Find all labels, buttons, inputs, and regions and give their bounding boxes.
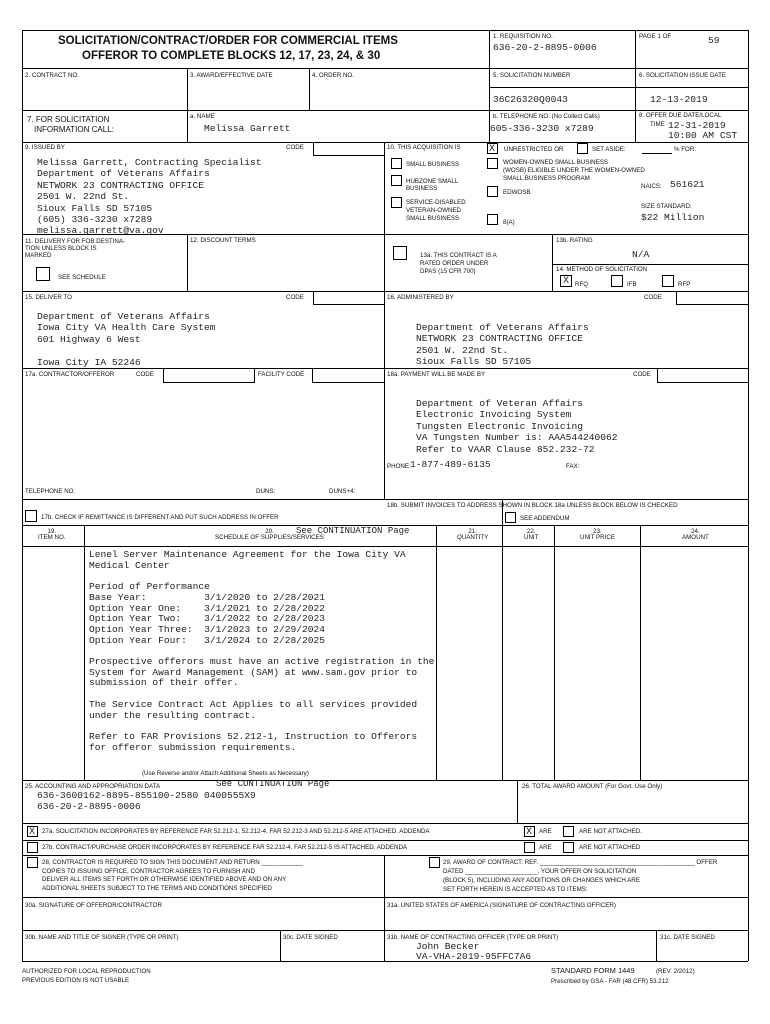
- ifb-label: IFB: [627, 281, 637, 288]
- c27a-check-mark: X: [29, 826, 36, 836]
- accounting-line-1[interactable]: 636-3600162-8895-855100-2580 0400555X9: [37, 790, 256, 801]
- rfq-check-mark: X: [563, 275, 570, 285]
- payment-phone[interactable]: 1-877-489-6135: [410, 459, 491, 470]
- contact-phone[interactable]: 605-336-3230 x7289: [490, 123, 594, 134]
- facility-code-label: FACILITY CODE: [258, 371, 305, 378]
- info-call-label-1: 7. FOR SOLICITATION: [27, 115, 110, 124]
- unrestricted-check-mark: X: [489, 143, 496, 153]
- col-quantity: 21. QUANTITY: [457, 528, 489, 541]
- form-subtitle: OFFEROR TO COMPLETE BLOCKS 12, 17, 23, 24, & 30: [82, 50, 381, 62]
- duns4-label: DUNS+4:: [329, 488, 356, 495]
- reverse-note: (Use Reverse and/or Attach Additional Sheets as Necessary): [142, 770, 309, 777]
- size-standard-label: SIZE STANDARD:: [641, 203, 692, 210]
- contractor-code-box[interactable]: [163, 368, 255, 383]
- deliver-to-address: Department of Veterans Affairs Iowa City VA Health Care System 601 Highway 6 West Iowa City IA 52246: [37, 311, 216, 368]
- duns-label: DUNS:: [256, 488, 276, 495]
- signer-name-label: 30b. NAME AND TITLE OF SIGNER (TYPE OR PRINT): [25, 934, 179, 941]
- officer-id: VA-VHA-2019-95FFC7A6: [416, 951, 532, 962]
- eight-a-checkbox[interactable]: [487, 214, 498, 225]
- col-schedule: 20. SCHEDULE OF SUPPLIES/SERVICES: [215, 528, 324, 541]
- c27a-are-check-mark: X: [526, 826, 533, 836]
- deliver-to-code-box[interactable]: [313, 291, 385, 305]
- form-title: SOLICITATION/CONTRACT/ORDER FOR COMMERCIAL ITEMS: [58, 35, 398, 47]
- page-label: PAGE 1 OF: [639, 33, 672, 40]
- naics-label: NAICS:: [641, 183, 662, 190]
- c29-line-3: (BLOCK 5), INCLUDING ANY ADDITIONS OR CHANGES WHICH ARE: [443, 877, 640, 884]
- wosb-checkbox[interactable]: [487, 158, 498, 169]
- pct-for-label: % FOR:: [674, 146, 697, 153]
- solicitation-number[interactable]: 36C26320Q0043: [493, 94, 568, 105]
- see-schedule-checkbox[interactable]: [36, 267, 50, 281]
- due-label-2: TIME: [650, 121, 665, 128]
- rated-order-label: 13a. THIS CONTRACT IS A RATED ORDER UNDER DPAS (15 CFR 700): [420, 252, 497, 275]
- unrestricted-label: UNRESTRICTED OR: [504, 146, 564, 153]
- contractor-code-label: CODE: [136, 371, 154, 378]
- payment-label: 18a. PAYMENT WILL BE MADE BY: [387, 371, 486, 378]
- administered-by-code-box[interactable]: [676, 291, 749, 305]
- footer-revision: (REV. 2/2012): [656, 968, 695, 975]
- administered-by-address: Department of Veterans Affairs NETWORK 23 CONTRACTING OFFICE 2501 W. 22nd St. Sioux Falls SD 57105: [416, 322, 589, 368]
- eight-a-label: 8(A): [503, 219, 515, 226]
- payment-code-box[interactable]: [657, 368, 749, 383]
- administered-by-code-label: CODE: [644, 294, 662, 301]
- c27b-are-label: ARE: [539, 844, 552, 851]
- c27a-are-not-label: ARE NOT ATTACHED.: [579, 828, 642, 835]
- submit-invoices-label: 18b. SUBMIT INVOICES TO ADDRESS SHOWN IN BLOCK 18a UNLESS BLOCK BELOW IS CHECKED: [387, 502, 678, 509]
- order-no-label: 4. ORDER NO.: [312, 72, 354, 79]
- c28-checkbox[interactable]: [27, 857, 38, 868]
- edwosb-checkbox[interactable]: [487, 186, 498, 197]
- footer-previous-edition: PREVIOUS EDITION IS NOT USABLE: [22, 977, 130, 984]
- accounting-continuation: See CONTINUATION Page: [216, 779, 330, 789]
- set-aside-label: SET ASIDE:: [592, 146, 626, 153]
- hubzone-label: HUBZONE SMALL BUSINESS: [406, 178, 459, 192]
- page-total: 59: [708, 35, 720, 46]
- officer-date-label: 31c. DATE SIGNED: [660, 934, 715, 941]
- c27a-are-not-checkbox[interactable]: [563, 826, 574, 837]
- discount-terms-label: 12. DISCOUNT TERMS: [190, 237, 256, 244]
- issued-by-code-label: CODE: [286, 144, 304, 151]
- sdvosb-label: SERVICE-DISABLED VETERAN-OWNED SMALL BUSINESS: [406, 199, 466, 222]
- col-unit-price: 23. UNIT PRICE: [580, 528, 615, 541]
- col-item-no: 19. ITEM NO.: [38, 528, 66, 541]
- wosb-label: WOMEN-OWNED SMALL BUSINESS (WOSB) ELIGIBLE UNDER THE WOMEN-OWNED SMALL BUSINESS PROGRAM: [503, 159, 645, 182]
- issued-by-code-box[interactable]: [313, 142, 385, 156]
- method-label: 14. METHOD OF SOLICITATION: [556, 266, 648, 273]
- c27b-label: 27b. CONTRACT/PURCHASE ORDER INCORPORATES BY REFERENCE FAR 52.212-4. FAR 52.212-5 IS ATTACHED. ADDENDA: [42, 844, 408, 851]
- signature-officer-label: 31a. UNITED STATES OF AMERICA (SIGNATURE OF CONTRACTING OFFICER): [387, 902, 616, 909]
- solicitation-no-label: 5. SOLICITATION NUMBER: [493, 72, 571, 79]
- payment-fax-label: FAX:: [566, 463, 580, 470]
- c29-checkbox[interactable]: [429, 857, 440, 868]
- payment-phone-label: PHONE:: [387, 463, 411, 470]
- rfp-label: RFP: [678, 281, 691, 288]
- administered-by-label: 16. ADMINISTERED BY: [387, 294, 454, 301]
- info-call-label-2: INFORMATION CALL:: [34, 125, 114, 134]
- rating-value[interactable]: N/A: [632, 249, 650, 260]
- accounting-label: 25. ACCOUNTING AND APPROPRIATION DATA: [25, 783, 161, 790]
- size-standard[interactable]: $22 Million: [641, 212, 705, 223]
- payment-code-label: CODE: [633, 371, 651, 378]
- issued-by-address: Melissa Garrett, Contracting Specialist Department of Veterans Affairs NETWORK 23 CONTRACTING OFFICE 2501 W. 22nd St. Sioux Falls SD 57105 (605) 336-3230 x7289 melissa.garrett@va.gov: [37, 157, 262, 237]
- edwosb-label: EDWOSB: [503, 189, 531, 196]
- addendum-checkbox[interactable]: [505, 512, 516, 523]
- c27b-are-not-label: ARE NOT ATTACHED: [579, 844, 641, 851]
- due-label-1: 8. OFFER DUE DATE/LOCAL: [639, 112, 722, 119]
- offer-due-time[interactable]: 10:00 AM CST: [668, 130, 738, 141]
- small-business-label: SMALL BUSINESS: [406, 161, 460, 168]
- requisition-number[interactable]: 636-20-2-8895-0006: [493, 42, 597, 53]
- contract-no-label: 2. CONTRACT NO.: [25, 72, 79, 79]
- footer-prescribed: Prescribed by GSA - FAR (48 CFR) 53.212: [551, 978, 669, 985]
- schedule-description: Lenel Server Maintenance Agreement for the Iowa City VA Medical Center Period of Performance Base Year: 3/1/2020 to 2/28/2021 Option Year One: 3/1/2021 to 2/28/2022 Option Year Two: 3/1/2022 to 2/28/2023 Option Year Three: 3/1/2023 to 2/29/2024 Option Year Four: 3/1/2024 to 2/28/2025 Prospective offerors must have an active registration in the System for Award Management (SAM) at www.sam.gov prior to submission of their offer. The Service Contract Act Applies to all services provided under the resulting contract. Refer to FAR Provisions 52.212-1, Instruction to Offerors for offeror submission requirements.: [89, 549, 435, 753]
- payment-address: Department of Veteran Affairs Electronic Invoicing System Tungsten Electronic Invoicing VA Tungsten Number is: AAA544240062 Refer to VAAR Clause 852.232-72: [416, 398, 618, 455]
- issue-date-label: 6. SOLICITATION ISSUE DATE: [639, 72, 726, 79]
- see-schedule-label: SEE SCHEDULE: [58, 274, 106, 281]
- contractor-label: 17a. CONTRACTOR/OFFEROR: [25, 371, 115, 378]
- c27a-label: 27a. SOLICITATION INCORPORATES BY REFERENCE FAR 52.212-1, 52.212-4. FAR 52.212-3 AND 52.212-5 ARE ATTACHED. ADDENDA: [42, 828, 430, 835]
- facility-code-box[interactable]: [312, 368, 385, 383]
- acquisition-label: 10. THIS ACQUISITION IS: [387, 144, 461, 151]
- offer-due-date[interactable]: 12-31-2019: [668, 120, 726, 131]
- rfq-label: RFQ: [575, 281, 589, 288]
- c29-line-4: SET FORTH HEREIN IS ACCEPTED AS TO ITEMS:: [443, 886, 588, 893]
- contact-name[interactable]: Melissa Garrett: [204, 123, 291, 134]
- c28-text: 28. CONTRACTOR IS REQUIRED TO SIGN THIS DOCUMENT AND RETURN ____________ COPIES TO ISSUING OFFICE. CONTRACTOR AGREES TO FURNISH AND DELIVER ALL ITEMS SET FORTH OR OTHERWISE IDENTIFIED ABOVE AND ON ANY ADDITIONAL SHEETS SUBJECT TO THE TERMS AND CONDITIONS SPECIFIED: [42, 859, 303, 892]
- rating-label: 13b. RATING: [556, 237, 593, 244]
- requisition-label: 1. REQUISITION NO.: [493, 33, 553, 40]
- small-business-checkbox[interactable]: [391, 158, 402, 169]
- deliver-to-label: 15. DELIVER TO: [25, 294, 72, 301]
- rfp-checkbox[interactable]: [662, 275, 674, 287]
- contractor-phone-label: TELEPHONE NO.: [25, 488, 76, 495]
- col-amount: 24. AMOUNT: [682, 528, 709, 541]
- phone-label: b. TELEPHONE NO. (No Collect Calls): [493, 113, 600, 120]
- delivery-fob-label: 11. DELIVERY FOR FOB DESTINA- TION UNLESS BLOCK IS MARKED: [25, 238, 126, 259]
- naics-code[interactable]: 561621: [670, 179, 705, 190]
- set-aside-checkbox[interactable]: [577, 143, 588, 154]
- issue-date[interactable]: 12-13-2019: [650, 94, 708, 105]
- c27b-are-not-checkbox[interactable]: [563, 842, 574, 853]
- officer-name-label: 31b. NAME OF CONTRACTING OFFICER (TYPE OR PRINT): [387, 934, 559, 941]
- total-award-label: 26. TOTAL AWARD AMOUNT (For Govt. Use Only): [522, 783, 663, 790]
- c27b-are-checkbox[interactable]: [524, 842, 535, 853]
- c27a-are-label: ARE: [539, 828, 552, 835]
- officer-name[interactable]: John Becker: [416, 941, 480, 952]
- remittance-checkbox[interactable]: [25, 510, 37, 522]
- name-label: a. NAME: [190, 113, 215, 120]
- award-date-label: 3. AWARD/EFFECTIVE DATE: [190, 72, 273, 79]
- sdvosb-checkbox[interactable]: [391, 197, 402, 208]
- footer-form-name: STANDARD FORM 1449: [551, 966, 635, 975]
- set-aside-pct-line: [642, 153, 672, 154]
- footer-authorized: AUTHORIZED FOR LOCAL REPRODUCTION: [22, 968, 151, 975]
- c29-line-1: 29. AWARD OF CONTRACT: REF. _____________________________________________ OFFER: [443, 859, 718, 866]
- c27b-checkbox[interactable]: [27, 842, 38, 853]
- col-unit: 22. UNIT: [524, 528, 539, 541]
- signature-offeror-label: 30a. SIGNATURE OF OFFEROR/CONTRACTOR: [25, 902, 162, 909]
- deliver-to-code-label: CODE: [286, 294, 304, 301]
- col-schedule-continuation: See CONTINUATION Page: [296, 526, 410, 536]
- ifb-checkbox[interactable]: [611, 275, 623, 287]
- addendum-label: SEE ADDENDUM: [520, 515, 570, 522]
- c29-line-2: DATED _____________________. YOUR OFFER ON SOLICITATION: [443, 868, 637, 875]
- remittance-label: 17b. CHECK IF REMITTANCE IS DIFFERENT AND PUT SUCH ADDRESS IN OFFER: [41, 514, 279, 521]
- signer-date-label: 30c. DATE SIGNED: [283, 934, 338, 941]
- hubzone-checkbox[interactable]: [391, 175, 402, 186]
- issued-by-label: 9. ISSUED BY: [25, 144, 65, 151]
- rated-order-checkbox[interactable]: [393, 246, 407, 260]
- accounting-line-2[interactable]: 636-20-2-8895-0006: [37, 801, 141, 812]
